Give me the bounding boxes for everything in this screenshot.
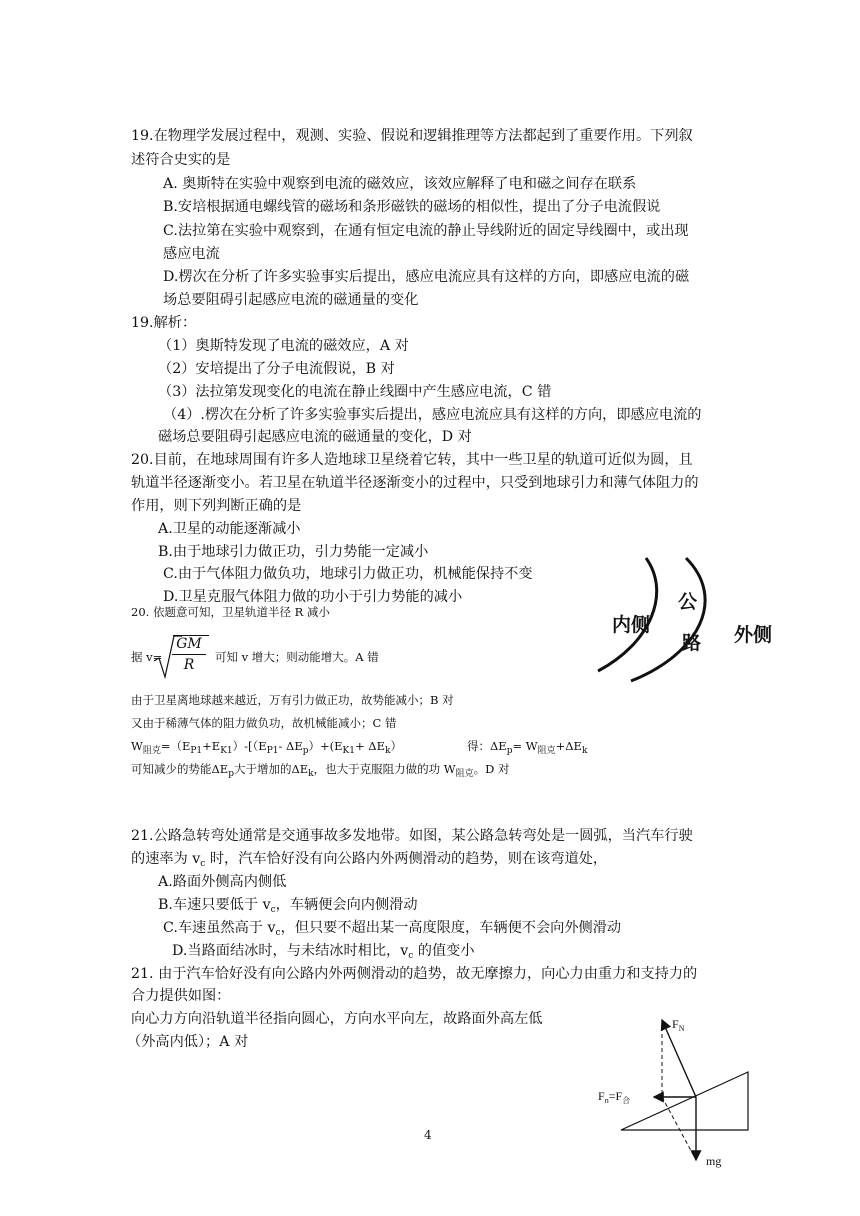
- road-outer-label: 外侧: [734, 624, 773, 646]
- incline-triangle: [621, 1072, 748, 1130]
- q19-stem-line2: 述符合史实的是: [131, 152, 231, 168]
- road-label-char1: 公: [678, 591, 698, 613]
- fraction-numerator: GM: [172, 634, 206, 655]
- a19-point2: （2）安培提出了分子电流假说，B 对: [158, 361, 395, 377]
- force-diagram: [596, 1010, 756, 1170]
- fraction-denominator: R: [183, 657, 195, 673]
- a20-formula-suffix: 可知 v 增大；则动能增大。A 错: [215, 650, 379, 664]
- dashed-diagonal-line: [662, 1097, 696, 1160]
- q19-option-d-line1: D.楞次在分析了许多实验事实后提出，感应电流应具有这样的方向，即感应电流的磁: [163, 269, 690, 285]
- normal-force-label: $F_N$: [672, 1017, 685, 1033]
- q20-stem-line2: 轨道半径逐渐变小。若卫星在轨道半径逐渐变小的过程中，只受到地球引力和薄气体阻力的: [131, 475, 699, 491]
- q21-option-a: A.路面外侧高内侧低: [158, 874, 287, 890]
- q20-option-c: C.由于气体阻力做负功，地球引力做正功，机械能保持不变: [163, 566, 533, 582]
- net-force-label: $F_n=F_合$: [598, 1089, 631, 1105]
- a19-point4-line1: （4）.楞次在分析了许多实验事实后提出，感应电流应具有这样的方向，即感应电流的: [163, 407, 702, 423]
- a21-line1: 21. 由于汽车恰好没有向公路内外两侧滑动的趋势，故无摩擦力，向心力由重力和支持力的: [131, 966, 698, 982]
- q20-stem-line3: 作用，则下列判断正确的是: [131, 498, 302, 514]
- a21-line3: 向心力方向沿轨道半径指向圆心，方向水平向左，故路面外高左低: [131, 1011, 543, 1027]
- q19-option-b: B.安培根据通电螺线管的磁场和条形磁铁的磁场的相似性，提出了分子电流假说: [163, 199, 661, 215]
- q21-option-d: D.当路面结冰时，与未结冰时相比，$v_c$ 的值变小: [172, 943, 475, 961]
- road-label-char2: 路: [682, 632, 702, 654]
- a20-energy-equation: $W_{阻克}=(E_{P1}+E_{K1})-[(E_{P1}-$ $\Delta E_p)+(E_{K1}+ \Delta E_k)$: [131, 739, 402, 756]
- gravity-label: mg: [706, 1154, 722, 1168]
- a21-line2: 合力提供如图：: [131, 988, 231, 1004]
- q20-option-a: A.卫星的动能逐渐减小: [158, 521, 301, 537]
- formula-fraction: [172, 634, 206, 675]
- a19-heading: 19.解析：: [131, 315, 197, 331]
- a20-line1: 20. 依题意可知，卫星轨道半径 R 减小: [131, 605, 330, 619]
- page-number: 4: [424, 1128, 432, 1142]
- q19-option-a: A. 奥斯特在实验中观察到电流的磁效应，该效应解释了电和磁之间存在联系: [163, 176, 637, 192]
- road-inner-label: 内侧: [612, 614, 651, 636]
- q19-option-c-line1: C.法拉第在实验中观察到，在通有恒定电流的静止导线附近的固定导线圈中，或出现: [163, 223, 689, 239]
- a20-formula-prefix: 据 v=: [131, 650, 163, 664]
- q21-option-b: B.车速只要低于 $v_c$，车辆便会向内侧滑动: [158, 897, 418, 915]
- q19-option-c-line2: 感应电流: [163, 246, 220, 262]
- a21-line4: （外高内低）；A 对: [127, 1034, 249, 1050]
- q21-option-c: C.车速虽然高于 $v_c$，但只要不超出某一高度限度，车辆便不会向外侧滑动: [163, 920, 622, 938]
- road-curve-figure: [586, 553, 796, 685]
- q21-stem-line1: 21.公路急转弯处通常是交通事故多发地带。如图，某公路急转弯处是一圆弧，当汽车行驶: [131, 828, 693, 844]
- q20-option-b: B.由于地球引力做正功，引力势能一定减小: [158, 544, 429, 560]
- a20-energy-result: 得：$\Delta E_p= W_{阻克}+\Delta E_k$: [467, 739, 588, 756]
- a19-point3: （3）法拉第发现变化的电流在静止线圈中产生感应电流，C 错: [158, 384, 552, 400]
- q19-option-d-line2: 场总要阻碍引起感应电流的磁通量的变化: [163, 292, 419, 308]
- a20-line3: 由于卫星离地球越来越近，万有引力做正功，故势能减小；B 对: [131, 693, 454, 707]
- a19-point1: （1）奥斯特发现了电流的磁效应，A 对: [158, 338, 409, 354]
- q19-stem-line1: 19.在物理学发展过程中，观测、实验、假说和逻辑推理等方法都起到了重要作用。下列叙: [131, 128, 693, 144]
- a19-point4-line2: 磁场总要阻碍引起感应电流的磁通量的变化，D 对: [158, 429, 472, 445]
- q21-stem-line2: 的速率为 $v_c$ 时，汽车恰好没有向公路内外两侧滑动的趋势，则在该弯道处，: [131, 851, 608, 869]
- a20-conclusion: 可知减少的势能$\Delta E_p$大于增加的$\Delta E_k$，也大于克服阻力做的功 $W_{阻克}$。D 对: [131, 762, 510, 779]
- q20-stem-line1: 20.目前，在地球周围有许多人造地球卫星绕着它转，其中一些卫星的轨道可近似为圆，且: [131, 452, 693, 468]
- a20-line4: 又由于稀薄气体的阻力做负功，故机械能减小；C 错: [131, 716, 397, 730]
- q20-option-d: D.卫星克服气体阻力做的功小于引力势能的减小: [163, 589, 463, 605]
